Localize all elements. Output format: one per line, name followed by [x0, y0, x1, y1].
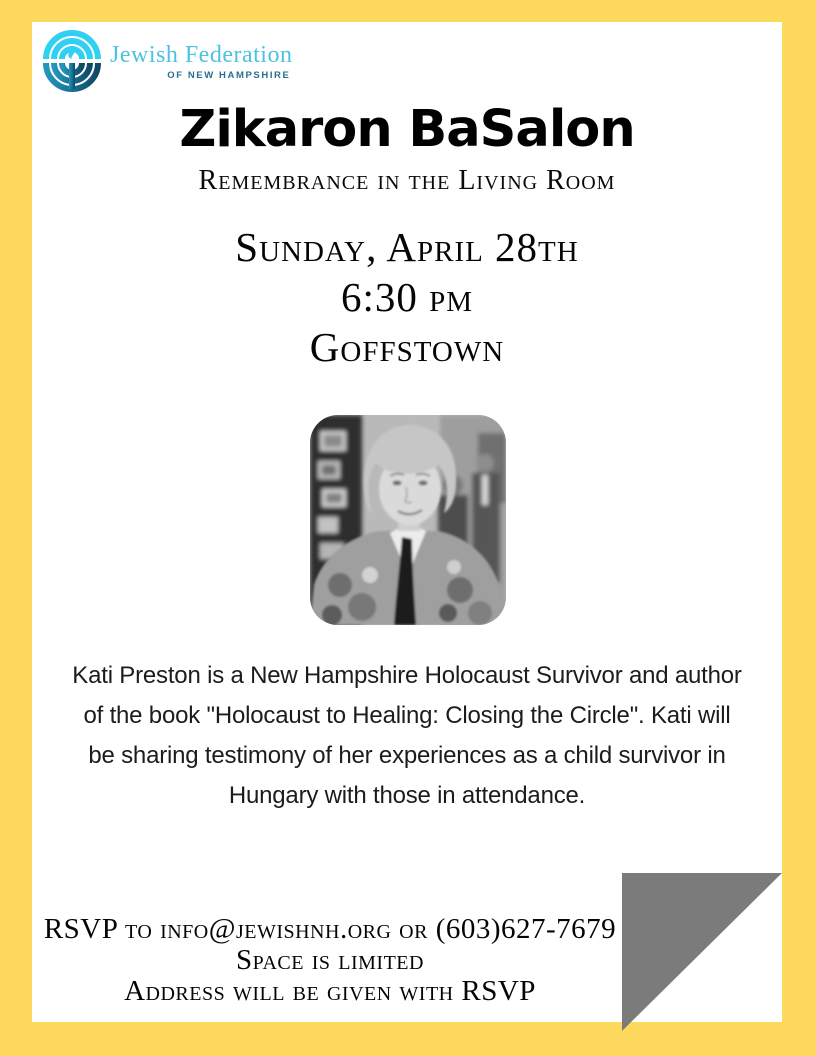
about-line: of the book "Holocaust to Healing: Closing the Circle". Kati will	[83, 702, 731, 729]
about-line: Kati Preston is a New Hampshire Holocaust Survivor and author	[72, 662, 742, 689]
org-subtitle: OF NEW HAMPSHIRE	[167, 70, 291, 81]
org-name: Jewish Federation	[110, 42, 293, 68]
about-paragraph	[32, 656, 782, 816]
event-location: Goffstown	[309, 324, 505, 370]
event-subtitle: Remembrance in the Living Room	[198, 165, 616, 196]
about-line: Hungary with those in attendance.	[228, 782, 586, 809]
org-logo	[40, 30, 292, 94]
rsvp-space-line: Space is limited	[236, 944, 424, 976]
about-line: be sharing testimony of her experiences as a child survivor in	[88, 742, 726, 769]
speaker-photo	[310, 415, 506, 625]
menorah-circle-icon	[40, 30, 104, 94]
event-when	[32, 222, 782, 372]
org-logo-text	[110, 30, 292, 81]
flyer-card	[32, 22, 782, 1022]
event-time: 6:30 pm	[340, 274, 474, 320]
event-title: Zikaron BaSalon	[179, 100, 635, 159]
rsvp-block	[32, 914, 628, 1007]
event-date: Sunday, April 28th	[235, 224, 579, 270]
rsvp-address-line: Address will be given with RSVP	[124, 975, 536, 1007]
rsvp-contact-line: RSVP to info@jewishnh.org or (603)627-7679	[43, 913, 617, 945]
